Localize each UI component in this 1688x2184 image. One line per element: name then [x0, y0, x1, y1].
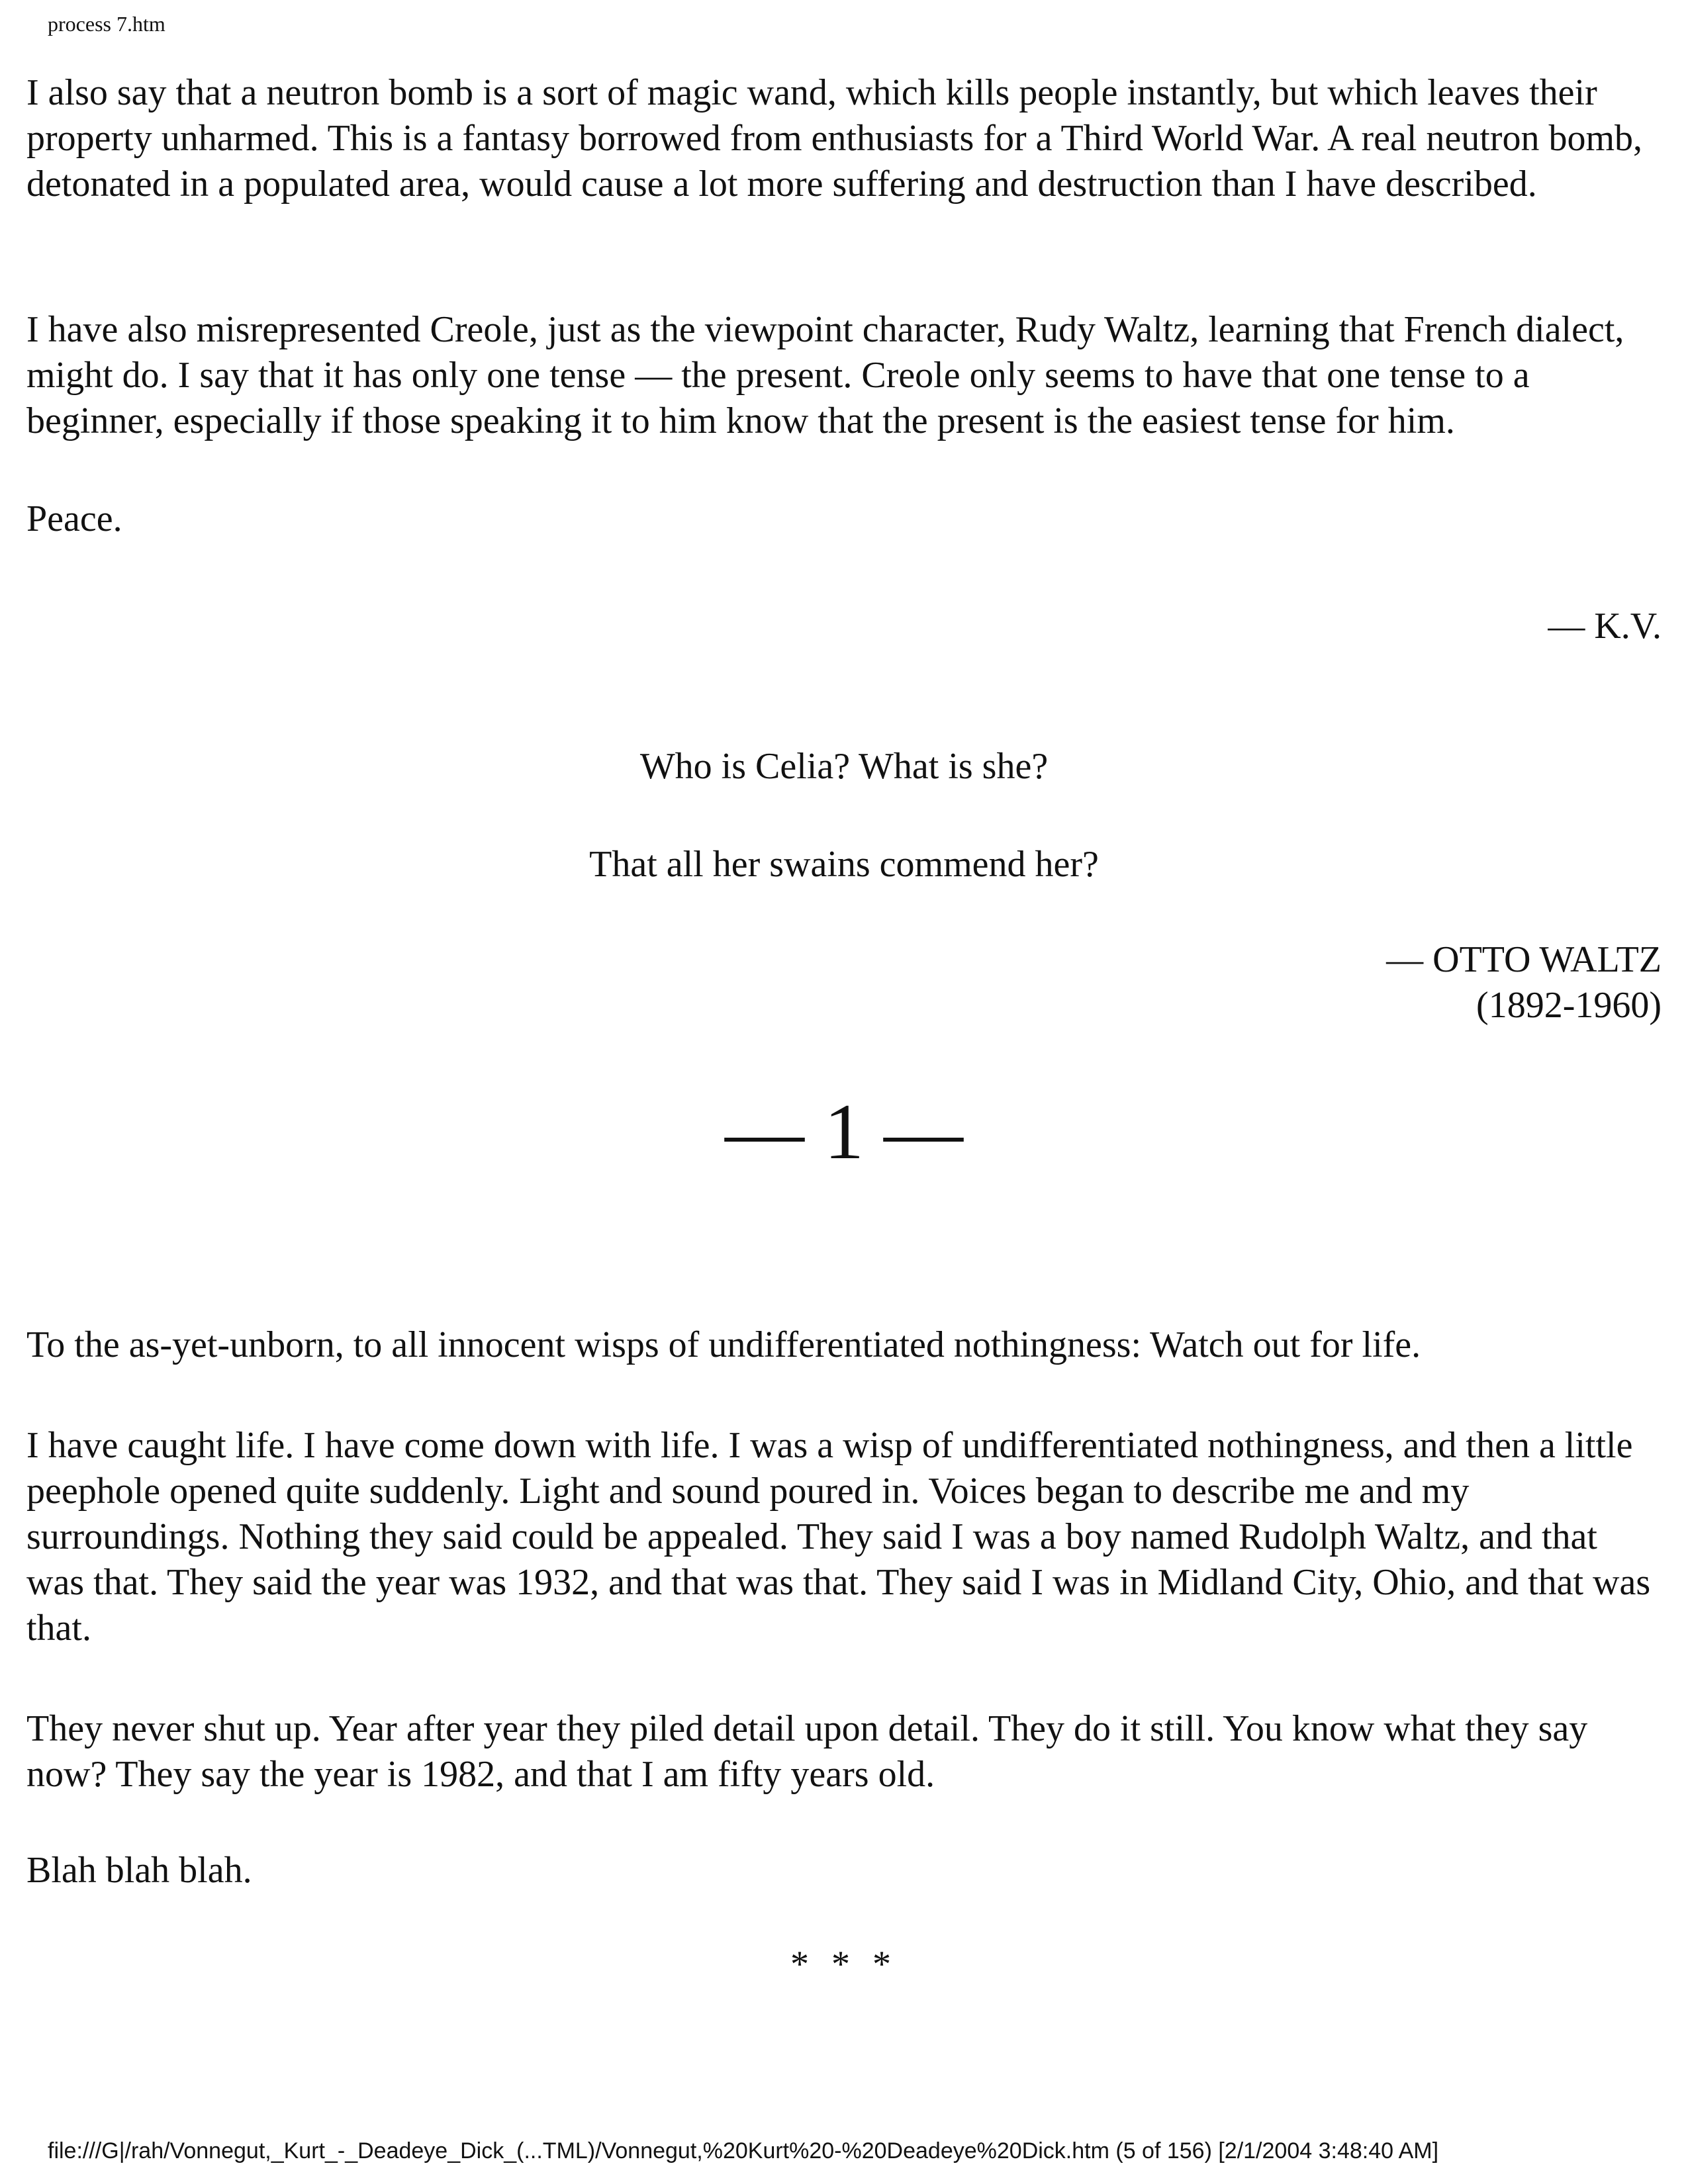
chapter-heading: — 1 —: [725, 1087, 963, 1175]
chapter-paragraph-1: To the as-yet-unborn, to all innocent wisps of undifferentiated nothingness: Watch out for life.: [26, 1324, 1421, 1365]
page-header-title: process 7.htm: [48, 12, 165, 36]
page-footer-path: file:///G|/rah/Vonnegut,_Kurt_-_Deadeye_Dick_(...TML)/Vonnegut,%20Kurt%20-%20Deadeye%20Dick.htm (5 of 156) [2/1/2004 3:48:40 AM]: [48, 2138, 1439, 2163]
epigraph-line-1: Who is Celia? What is she?: [639, 746, 1049, 787]
epigraph-dates: (1892-1960): [1476, 985, 1662, 1026]
preface-paragraph-1: I also say that a neutron bomb is a sort of magic wand, which kills people instantly, but which leaves their property unharmed. This is a fantasy borrowed from enthusiasts for a Third World War. A real neutron bomb, detonated in a populated area, would cause a lot more suffering and destruction than I have described.: [26, 72, 1643, 205]
preface-signature: — K.V.: [1548, 606, 1662, 647]
section-separator: * * *: [790, 1944, 898, 1985]
chapter-paragraph-2: I have caught life. I have come down with life. I was a wisp of undifferentiated nothingness, and then a little peephole opened quite suddenly. Light and sound poured in. Voices began to describe me and my surroundings. Nothing they said could be appealed. They said I was a boy named Rudolph Waltz, and that was that. They said the year was 1932, and that was that. They said I was in Midland City, Ohio, and that was that.: [26, 1425, 1651, 1649]
preface-paragraph-3: Peace.: [26, 498, 122, 539]
epigraph-attribution: — OTTO WALTZ: [1386, 939, 1662, 980]
epigraph-attribution-block: [1386, 937, 1662, 1028]
chapter-paragraph-4: Blah blah blah.: [26, 1850, 252, 1891]
preface-paragraph-2: I have also misrepresented Creole, just as the viewpoint character, Rudy Waltz, learning that French dialect, might do. I say that it has only one tense — the present. Creole only seems to have that one tense to a beginner, especially if those speaking it to him know that the present is the easiest tense for him.: [26, 309, 1624, 441]
epigraph-line-2: That all her swains commend her?: [589, 844, 1099, 885]
chapter-paragraph-3: They never shut up. Year after year they piled detail upon detail. They do it still. You know what they say now? They say the year is 1982, and that I am fifty years old.: [26, 1708, 1588, 1795]
